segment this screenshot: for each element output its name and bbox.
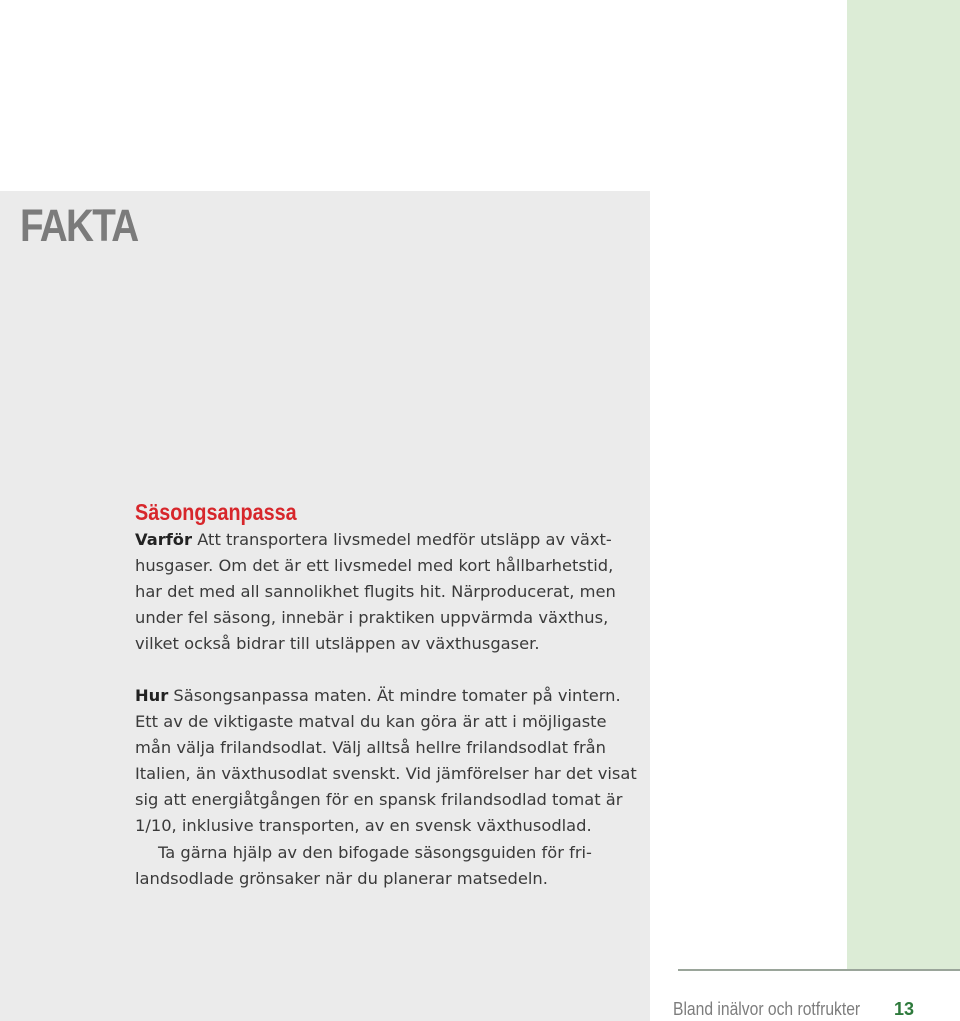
- lead-word-hur: Hur: [135, 686, 169, 705]
- green-margin-strip: [847, 0, 960, 970]
- fakta-title: FAKTA: [20, 200, 138, 251]
- paragraph-hur: [135, 683, 637, 839]
- lead-word-varfor: Varför: [135, 530, 193, 549]
- paragraph-line: 1/10, inklusive transporten, av en svensk växthusodlad.: [135, 816, 592, 835]
- paragraph-line: Ta gärna hjälp av den bifogade säsongsguiden för fri-: [158, 843, 592, 862]
- paragraph-line: mån välja frilandsodlat. Välj alltså hellre frilandsodlat från: [135, 738, 606, 757]
- paragraph-line: under fel säsong, innebär i praktiken uppvärmda växthus,: [135, 608, 609, 627]
- paragraph-line: Hur Säsongsanpassa maten. Ät mindre tomater på vintern.: [135, 686, 621, 705]
- paragraph-tip: [135, 840, 595, 892]
- paragraph-line: vilket också bidrar till utsläppen av växthusgaser.: [135, 634, 540, 653]
- paragraph-line: Varför Att transportera livsmedel medför utsläpp av växt-: [135, 530, 612, 549]
- page-number: 13: [894, 999, 915, 1019]
- paragraph-varfor: [135, 527, 616, 657]
- paragraph-line: Italien, än växthusodlat svenskt. Vid jämförelser har det visat: [135, 764, 637, 783]
- paragraph-line: husgaser. Om det är ett livsmedel med kort hållbarhetstid,: [135, 556, 614, 575]
- footer-divider: [678, 969, 960, 971]
- paragraph-line: har det med all sannolikhet flugits hit. Närproducerat, men: [135, 582, 616, 601]
- paragraph-line: landsodlade grönsaker när du planerar matsedeln.: [135, 869, 548, 888]
- paragraph-line: Ett av de viktigaste matval du kan göra är att i möjligaste: [135, 712, 607, 731]
- footer-title: Bland inälvor och rotfrukter: [673, 999, 861, 1019]
- paragraph-line: sig att energiåtgången för en spansk frilandsodlad tomat är: [135, 790, 623, 809]
- section-heading: Säsongsanpassa: [135, 499, 297, 525]
